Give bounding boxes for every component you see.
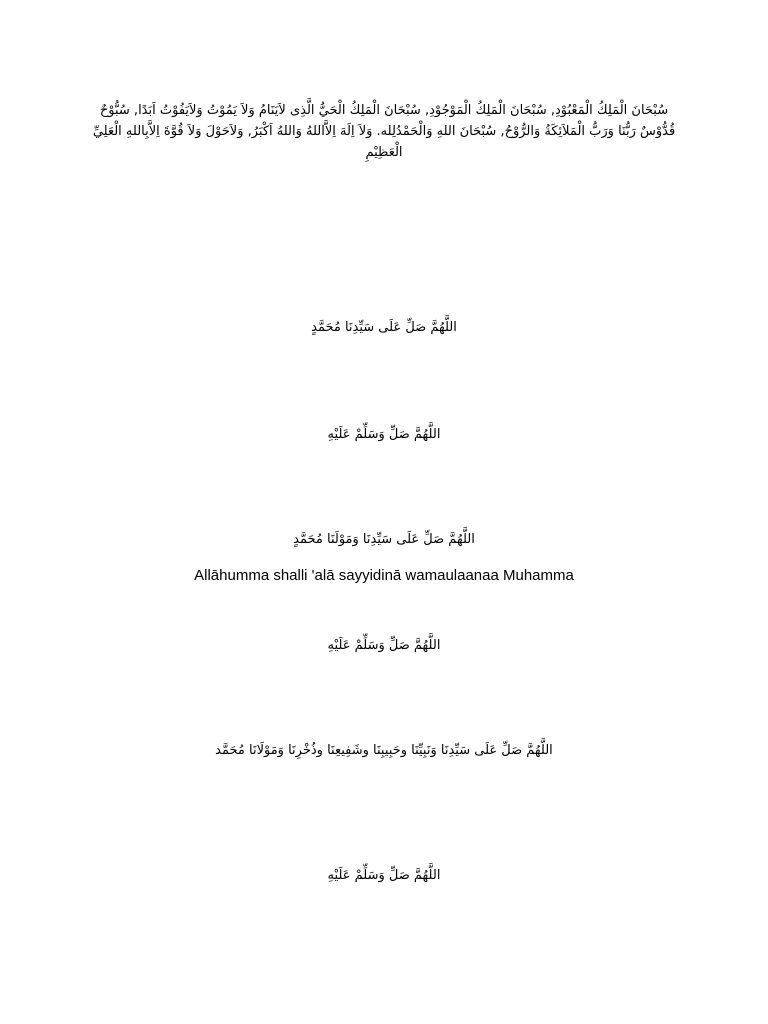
salawat-line-6: اللَّهُمَّ صَلِّ وَسَلِّمْ عَلَيْهِ [327, 868, 441, 883]
salawat-line-3: اللَّهُمَّ صَلِّ عَلَى سَيِّدِنَا وَمَوْلَنَا مُحَمَّدٍ [293, 532, 475, 547]
salawat-line-5: اللَّهُمَّ صَلِّ عَلَى سَيِّدِنَا وَنَبِيِّنَا وحَبِيبِنَا وشَفِيعِنَا وذُخْرِنَا وَمَوْلَانَا مُحَمَّد [215, 743, 553, 758]
salawat-line-2: اللَّهُمَّ صَلِّ وَسَلِّمْ عَلَيْهِ [327, 427, 441, 442]
salawat-line-4: اللَّهُمَّ صَلِّ وَسَلِّمْ عَلَيْهِ [327, 638, 441, 653]
transliteration-line: Allāhumma shalli 'alā sayyidinā wamaulaanaa Muhamma [194, 567, 574, 584]
salawat-line-1: اللَّهُمَّ صَلِّ عَلَى سَيِّدِنَا مُحَمَّدٍ [311, 320, 457, 335]
opening-tasbih-paragraph: سُبْحَانَ الْمَلِكُ الْمَعْبُوْدِ, سُبْحَانَ الْمَلِكُ الْمَوْجُوْدِ, سُبْحَانَ الْمَلِكُ الْحَيُّ الَّذِى لاَيَنَامُ وَلاَ يَمُوْتُ وَلاَيَفُوْتُ اَبَدًا, سُبُّوْحٌ قُدُّوْسٌ رَبُّنَا وَرَبُّ الْمَلاَئِكَةُ وَالرُّوْحُ, سُبْحَانَ اللهِ وَالْحَمْدُلِله. وَلاَ اِلَهَ اِلاَّاللهُ وَاللهُ اَكْبَرُ, وَلاَحَوْلَ وَلاَ قُوَّةَ اِلاَّبِاللهِ الْعَلِيِّ الْعَظِيْمِ [92, 103, 676, 160]
